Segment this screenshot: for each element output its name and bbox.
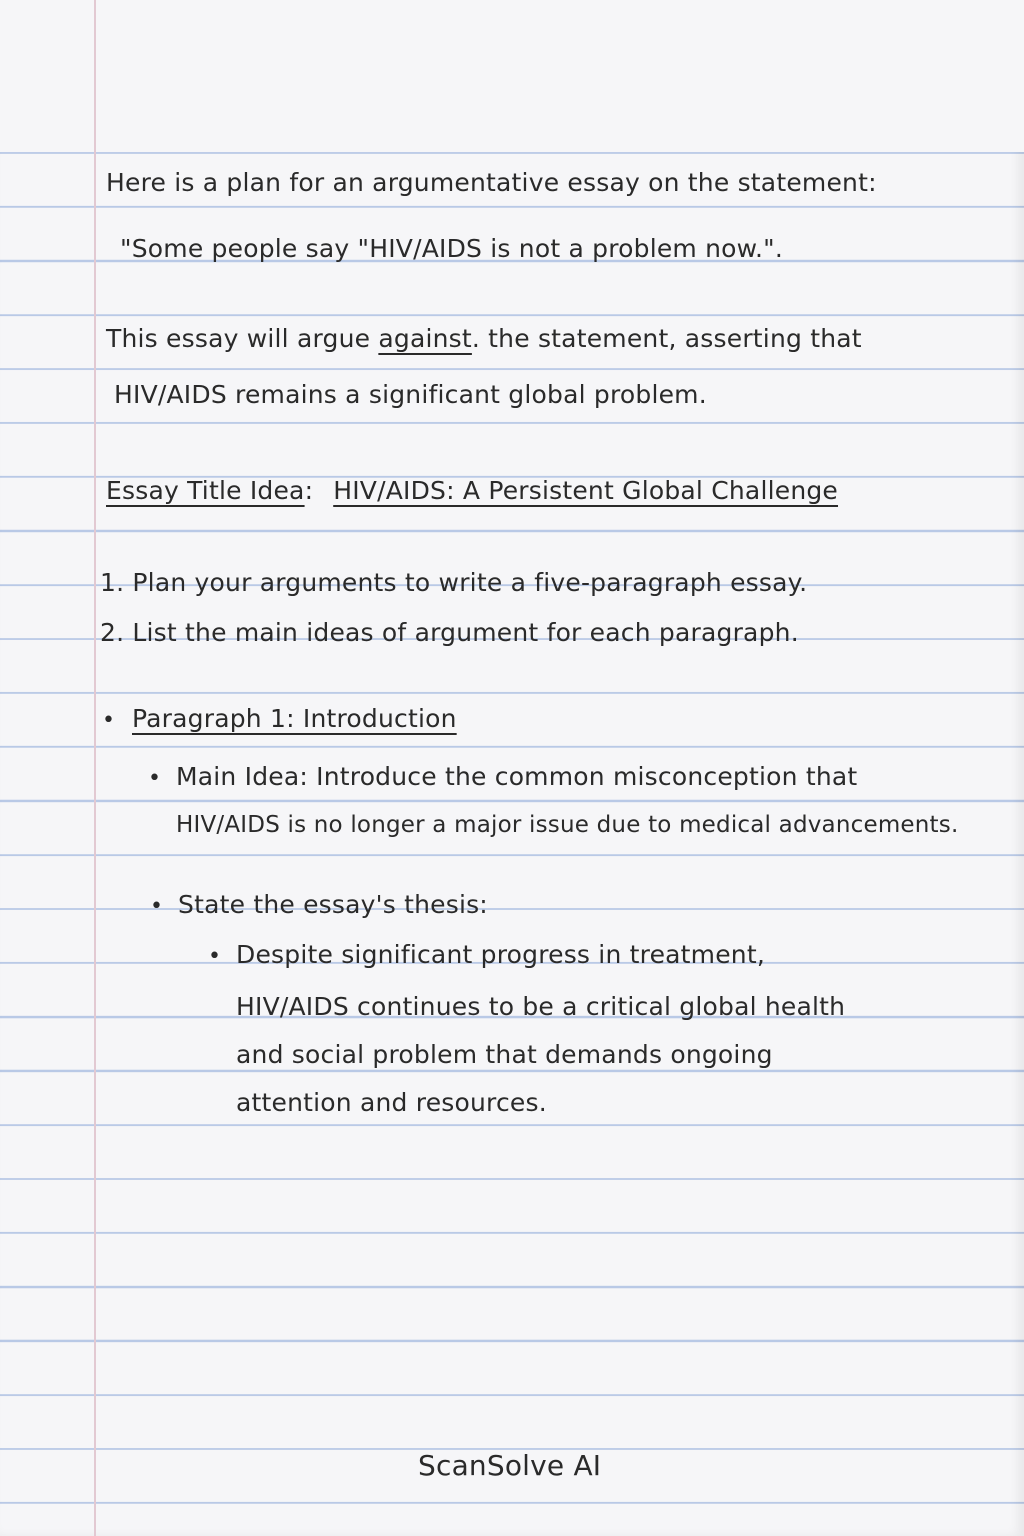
stance-text-before: This essay will argue	[106, 324, 379, 353]
stance-line-1	[106, 326, 862, 351]
main-idea-line-1: Main Idea: Introduce the common misconception that	[176, 762, 858, 791]
bullet-icon: •	[208, 944, 221, 969]
title-colon: :	[304, 476, 314, 505]
stance-text-after: . the statement, asserting that	[471, 324, 862, 353]
intro-line-1: Here is a plan for an argumentative essay on the statement:	[106, 168, 877, 197]
paragraph1-heading: Paragraph 1: Introduction	[132, 704, 457, 733]
thesis-line-3: and social problem that demands ongoing	[236, 1040, 773, 1069]
thesis-line-4: attention and resources.	[236, 1088, 547, 1117]
bullet-icon: •	[102, 708, 115, 733]
thesis-label: State the essay's thesis:	[178, 890, 488, 919]
margin-line	[94, 0, 96, 1536]
thesis-line-2: HIV/AIDS continues to be a critical global health	[236, 992, 846, 1021]
title-label: Essay Title Idea	[106, 476, 305, 505]
essay-title: HIV/AIDS: A Persistent Global Challenge	[333, 476, 839, 505]
bullet-icon: •	[148, 766, 161, 791]
intro-line-2: "Some people say "HIV/AIDS is not a problem now.".	[120, 234, 784, 263]
essay-title-idea	[106, 478, 838, 503]
thesis-line-1: Despite significant progress in treatment,	[236, 940, 766, 969]
step-2: 2. List the main ideas of argument for each paragraph.	[100, 618, 799, 647]
footer-brand: ScanSolve AI	[418, 1449, 602, 1482]
stance-emphasis: against	[378, 324, 472, 353]
step-1: 1. Plan your arguments to write a five-paragraph essay.	[100, 568, 808, 597]
bullet-icon: •	[150, 894, 163, 919]
stance-line-2: HIV/AIDS remains a significant global problem.	[114, 380, 707, 409]
main-idea-line-2: HIV/AIDS is no longer a major issue due to medical advancements.	[176, 812, 959, 838]
